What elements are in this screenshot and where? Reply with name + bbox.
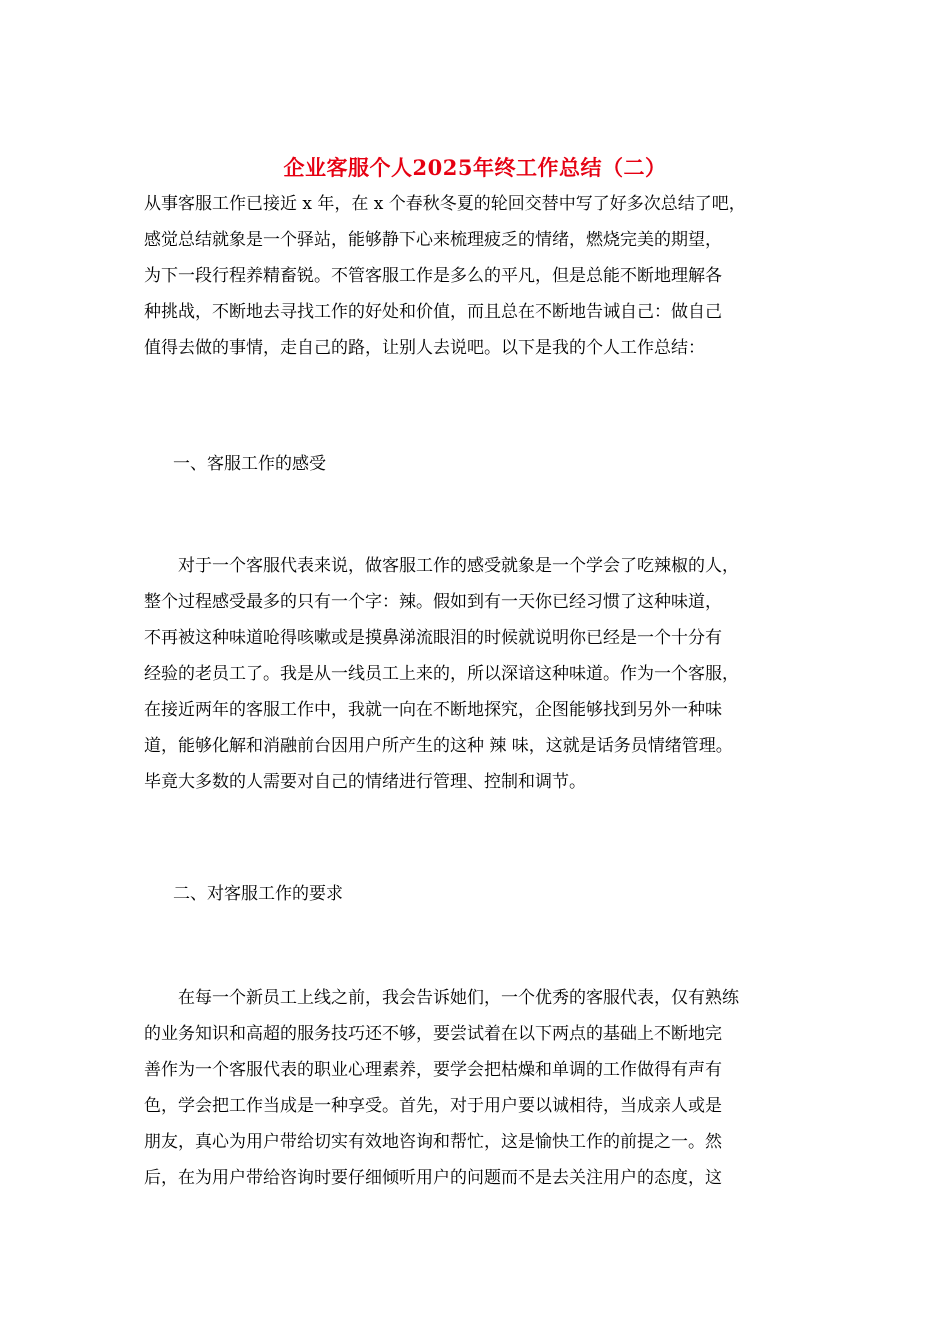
paragraph-line: 后，在为用户带给咨询时要仔细倾听用户的问题而不是去关注用户的态度，这 xyxy=(144,1168,722,1188)
paragraph-line: 为下一段行程养精畜锐。不管客服工作是多么的平凡，但是总能不断地理解各 xyxy=(144,266,722,286)
paragraph-line: 善作为一个客服代表的职业心理素养，要学会把枯燥和单调的工作做得有声有 xyxy=(144,1060,722,1080)
intro-paragraph xyxy=(144,186,814,366)
paragraph-line: 不再被这种味道呛得咳嗽或是摸鼻涕流眼泪的时候就说明你已经是一个十分有 xyxy=(144,628,722,648)
paragraph-line: 从事客服工作已接近 x 年，在 x 个春秋冬夏的轮回交替中写了好多次总结了吧， xyxy=(144,194,746,214)
section-paragraph-requirements xyxy=(144,980,814,1196)
paragraph-line: 色，学会把工作当成是一种享受。首先，对于用户要以诚相待，当成亲人或是 xyxy=(144,1096,722,1116)
paragraph-line: 在每一个新员工上线之前，我会告诉她们，一个优秀的客服代表，仅有熟练 xyxy=(144,988,739,1008)
paragraph-line: 的业务知识和高超的服务技巧还不够，要尝试着在以下两点的基础上不断地完 xyxy=(144,1024,722,1044)
section-heading-feelings: 一、客服工作的感受 xyxy=(173,454,326,474)
paragraph-line: 毕竟大多数的人需要对自己的情绪进行管理、控制和调节。 xyxy=(144,772,586,792)
paragraph-line: 道，能够化解和消融前台因用户所产生的这种 辣 味，这就是话务员情绪管理。 xyxy=(144,736,733,756)
document-title: 企业客服个人2025年终工作总结（二） xyxy=(283,155,667,180)
paragraph-line: 朋友，真心为用户带给切实有效地咨询和帮忙，这是愉快工作的前提之一。然 xyxy=(144,1132,722,1152)
paragraph-line: 对于一个客服代表来说，做客服工作的感受就象是一个学会了吃辣椒的人， xyxy=(144,556,739,576)
paragraph-line: 在接近两年的客服工作中，我就一向在不断地探究，企图能够找到另外一种味 xyxy=(144,700,722,720)
paragraph-line: 经验的老员工了。我是从一线员工上来的，所以深谙这种味道。作为一个客服， xyxy=(144,664,739,684)
paragraph-line: 值得去做的事情，走自己的路，让别人去说吧。以下是我的个人工作总结： xyxy=(144,338,705,358)
section-heading-requirements: 二、对客服工作的要求 xyxy=(173,884,343,904)
paragraph-line: 整个过程感受最多的只有一个字：辣。假如到有一天你已经习惯了这种味道， xyxy=(144,592,722,612)
section-paragraph-feelings xyxy=(144,548,814,800)
paragraph-line: 感觉总结就象是一个驿站，能够静下心来梳理疲乏的情绪，燃烧完美的期望， xyxy=(144,230,722,250)
paragraph-line: 种挑战，不断地去寻找工作的好处和价值，而且总在不断地告诫自己：做自己 xyxy=(144,302,722,322)
